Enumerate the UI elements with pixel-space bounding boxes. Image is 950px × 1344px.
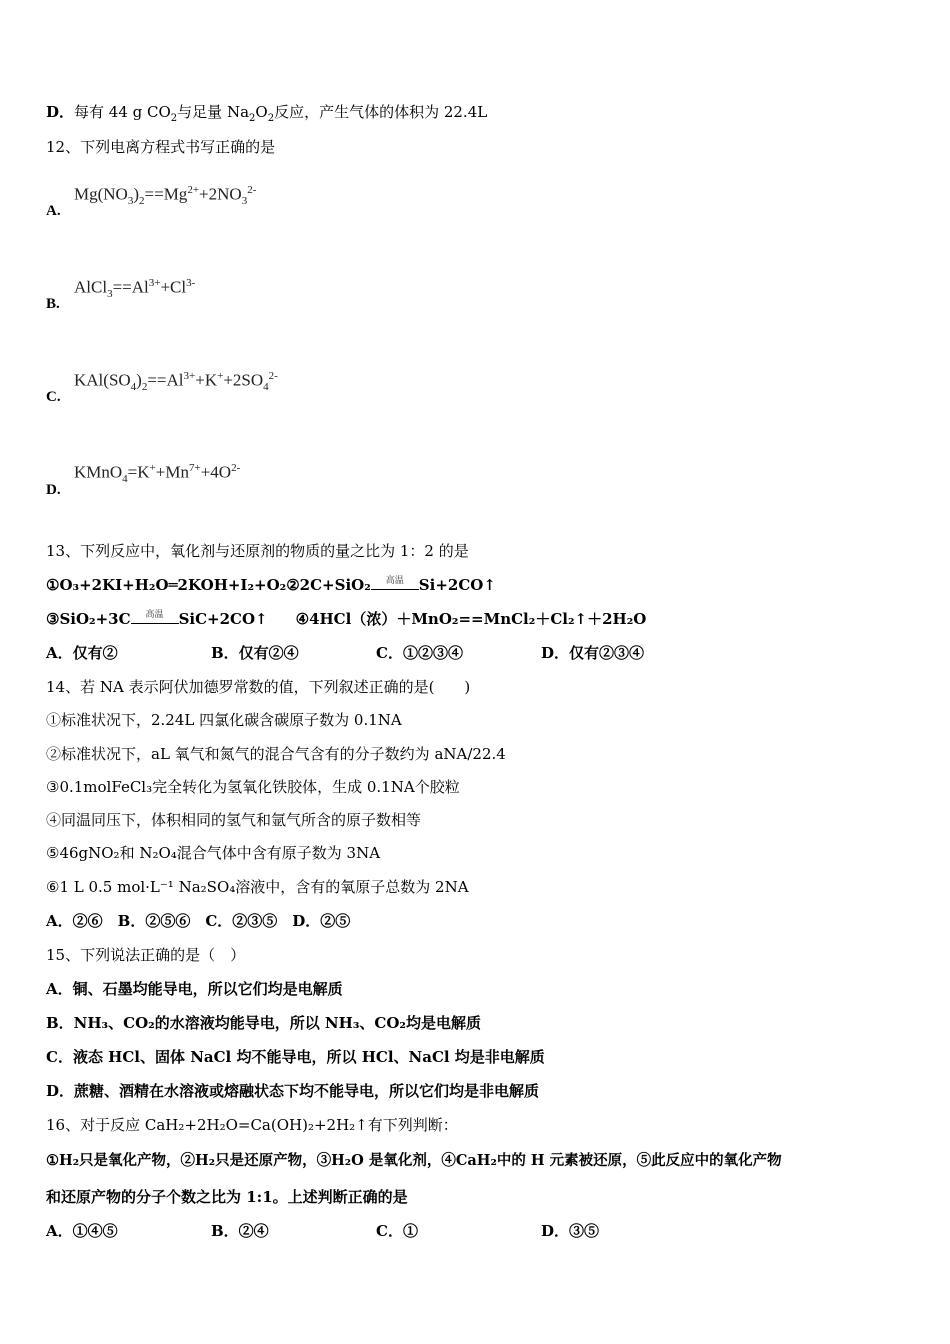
q15-option: B．NH₃、CO₂的水溶液均能导电，所以 NH₃、CO₂均是电解质 (46, 1014, 481, 1032)
q16-choices (46, 1221, 599, 1241)
q14-stem: 14、若 NA 表示阿伏加德罗常数的值，下列叙述正确的是( ) (46, 678, 471, 696)
q13-stem: 13、下列反应中，氧化剂与还原剂的物质的量之比为 1：2 的是 (46, 542, 469, 560)
choice-b: B．②④ (211, 1222, 269, 1240)
q16-stem: 16、对于反应 CaH₂+2H₂O=Ca(OH)₂+2H₂↑有下列判断： (46, 1116, 458, 1134)
choice-c: C．① (376, 1222, 418, 1240)
q16-statements-2: 和还原产物的分子个数之比为 1:1。上述判断正确的是 (46, 1188, 408, 1206)
q13-reactions-1: ①O₃+2KI+H₂O═2KOH+I₂+O₂②2C+SiO₂ 高温 Si+2CO↑ (46, 576, 496, 594)
q12-option-a-label: A. (46, 203, 61, 219)
q16-statements-1: ①H₂只是氧化产物，②H₂只是还原产物，③H₂O 是氧化剂，④CaH₂中的 H 元素被还原，⑤此反应中的氧化产物 (46, 1152, 782, 1169)
q14-choices: A．②⑥ B．②⑤⑥ C．②③⑤ D．②⑤ (46, 912, 351, 930)
q12-stem: 12、下列电离方程式书写正确的是 (46, 138, 276, 156)
q12-option-b-label: B. (46, 296, 60, 312)
q15-option: A．铜、石墨均能导电，所以它们均是电解质 (46, 980, 343, 998)
q12-formula-d: $KMnO_4=K^++Mn^{7+}+4O^{2-}$ (74, 462, 241, 486)
condition-high-temp: 高温 (131, 614, 179, 624)
q15-option: C．液态 HCl、固体 NaCl 均不能导电，所以 HCl、NaCl 均是非电解质 (46, 1048, 545, 1066)
q12-option-c-label: C. (46, 389, 61, 405)
q12-formula-c: $KAl(SO_4)_2==Al^{3+}+K^++2SO_4^{2-}$ (74, 370, 278, 394)
q14-item: ③0.1molFeCl₃完全转化为氢氧化铁胶体，生成 0.1NA个胶粒 (46, 778, 460, 796)
q14-item: ④同温同压下，体积相同的氢气和氩气所含的原子数相等 (46, 811, 422, 829)
condition-high-temp: 高温 (371, 580, 419, 590)
q11-option-d: D．每有 44 g $CO_2$与足量 $Na_2O_2$反应，产生气体的体积为 22.4L (46, 103, 488, 124)
choice-c: C．①②③④ (376, 644, 463, 662)
q15-stem: 15、下列说法正确的是（ ） (46, 946, 246, 964)
q15-option: D．蔗糖、酒精在水溶液或熔融状态下均不能导电，所以它们均是非电解质 (46, 1082, 540, 1100)
q14-item: ⑥1 L 0.5 mol·L⁻¹ Na₂SO₄溶液中，含有的氧原子总数为 2NA (46, 878, 469, 896)
choice-d: D．③⑤ (541, 1222, 600, 1240)
q13-reactions-2: ③SiO₂+3C 高温 SiC+2CO↑ ④4HCl（浓）＋MnO₂==MnCl₂＋Cl₂↑＋2H₂O (46, 610, 647, 628)
q12-formula-a: $Mg(NO_3)_2==Mg^{2+}+2NO_3^{2-}$ (74, 184, 257, 208)
q14-item: ⑤46gNO₂和 N₂O₄混合气体中含有原子数为 3NA (46, 844, 381, 862)
choice-d: D．仅有②③④ (541, 644, 645, 662)
choice-a: A．仅有② (46, 644, 118, 662)
choice-b: B．仅有②④ (211, 644, 299, 662)
q13-choices (46, 643, 644, 663)
q12-formula-b: $AlCl_3==Al^{3+}+Cl^{3-}$ (74, 277, 196, 301)
q14-item: ①标准状况下，2.24L 四氯化碳含碳原子数为 0.1NA (46, 711, 402, 729)
option-label: D． (46, 103, 75, 121)
choice-a: A．①④⑤ (46, 1222, 118, 1240)
q12-option-d-label: D. (46, 482, 61, 498)
q14-item: ②标准状况下，aL 氧气和氮气的混合气含有的分子数约为 aNA/22.4 (46, 745, 506, 763)
